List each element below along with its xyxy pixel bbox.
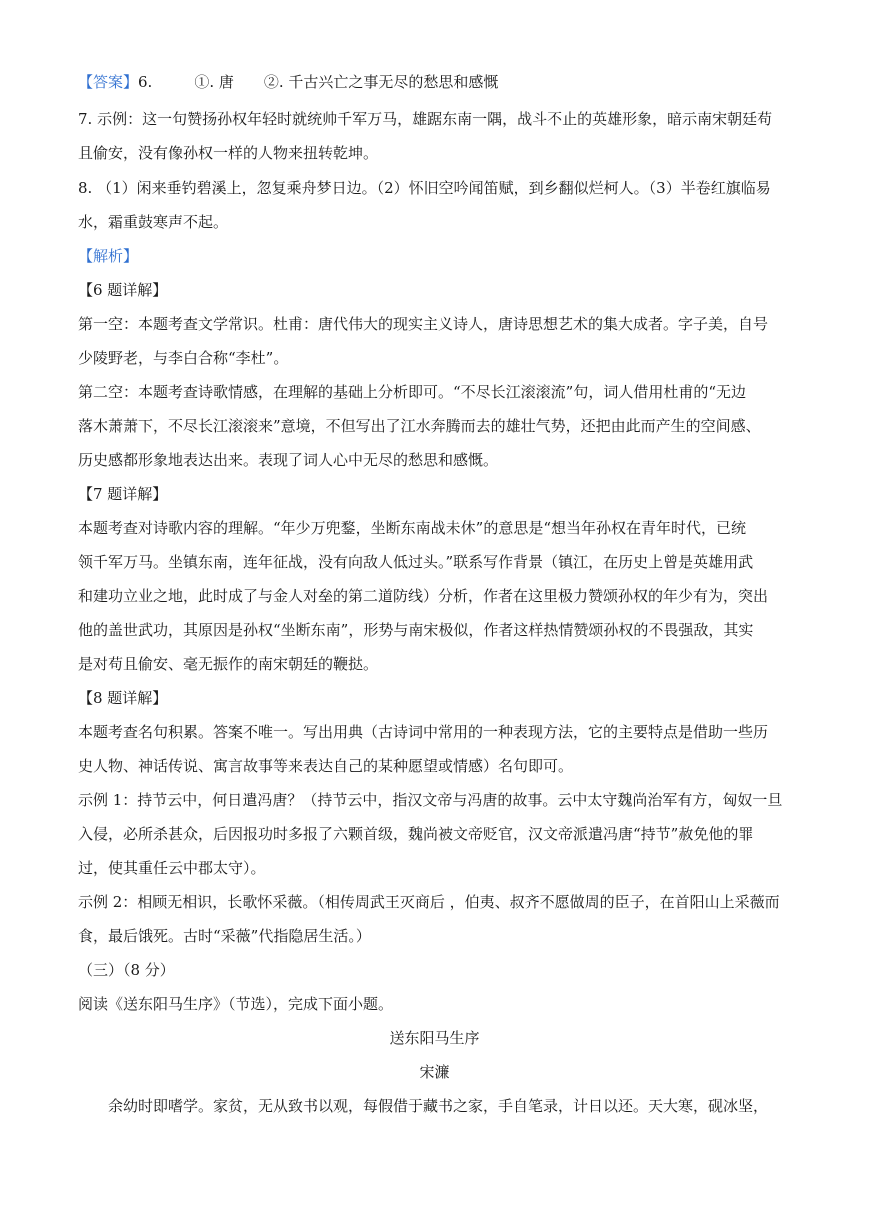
q7-detail-heading: 【7 题详解】 xyxy=(78,485,168,503)
q7-detail-line-4: 他的盖世武功，其原因是孙权“坐断东南”，形势与南宋极似，作者这样热情赞颂孙权的不畏强敌，其实 xyxy=(78,621,754,639)
q8-answer-line-1: 8. （1）闲来垂钓碧溪上，忽复乘舟梦日边。（2）怀旧空吟闻笛赋，到乡翻似烂柯人。（3）半卷红旗临易 xyxy=(78,179,771,197)
q6-number: 6. xyxy=(138,73,153,91)
q6-answer-a: ①. 唐 xyxy=(194,73,234,91)
q6-detail-line-1: 第一空：本题考查文学常识。杜甫：唐代伟大的现实主义诗人，唐诗思想艺术的集大成者。字子美，自号 xyxy=(78,315,769,333)
q6-detail-line-3: 第二空：本题考查诗歌情感，在理解的基础上分析即可。“不尽长江滚滚流”句，词人借用杜甫的“无边 xyxy=(78,383,747,401)
q8-detail-line-6: 示例 2：相顾无相识，长歌怀采薇。（相传周武王灭商后 ，伯夷、叔齐不愿做周的臣子，在首阳山上采薇而 xyxy=(78,893,780,911)
q8-detail-line-4: 入侵，必所杀甚众，后因报功时多报了六颗首级，魏尚被文帝贬官，汉文帝派遣冯唐“持节”赦免他的罪 xyxy=(78,825,754,843)
q8-detail-heading: 【8 题详解】 xyxy=(78,689,168,707)
q6-detail-line-5: 历史感都形象地表达出来。表现了词人心中无尽的愁思和感慨。 xyxy=(78,451,499,469)
analysis-tag: 【解析】 xyxy=(78,247,139,265)
q7-detail-line-5: 是对苟且偷安、毫无振作的南宋朝廷的鞭挞。 xyxy=(78,655,379,673)
answer-line xyxy=(78,72,793,92)
passage-first-line: 余幼时即嗜学。家贫，无从致书以观，每假借于藏书之家，手自笔录，计日以还。天大寒，砚冰坚， xyxy=(108,1097,769,1115)
q7-detail-line-3: 和建功立业之地，此时成了与金人对垒的第二道防线）分析，作者在这里极力赞颂孙权的年少有为，突出 xyxy=(78,587,769,605)
section-label: （三）（8 分） xyxy=(78,961,175,979)
q7-answer-line-2: 且偷安，没有像孙权一样的人物来扭转乾坤。 xyxy=(78,144,379,162)
q8-detail-line-1: 本题考查名句积累。答案不唯一。写出用典（古诗词中常用的一种表现方法，它的主要特点是借助一些历 xyxy=(78,723,769,741)
q8-detail-line-5: 过，使其重任云中郡太守）。 xyxy=(78,859,266,877)
q7-detail-line-1: 本题考查对诗歌内容的理解。“年少万兜鍪，坐断东南战未休”的意思是“想当年孙权在青年时代，已统 xyxy=(78,519,747,537)
q7-answer-line-1: 7. 示例：这一句赞扬孙权年轻时就统帅千军万马，雄踞东南一隅，战斗不止的英雄形象，暗示南宋朝廷苟 xyxy=(78,110,773,128)
q8-detail-line-3: 示例 1：持节云中，何日遣冯唐？（持节云中，指汉文帝与冯唐的故事。云中太守魏尚治军有方，匈奴一旦 xyxy=(78,791,783,809)
q8-detail-line-7: 食，最后饿死。古时“采薇”代指隐居生活。） xyxy=(78,927,371,945)
q6-detail-line-4: 落木萧萧下，不尽长江滚滚来”意境，不但写出了江水奔腾而去的雄壮气势，还把由此而产生的空间感、 xyxy=(78,417,761,435)
q8-detail-line-2: 史人物、神话传说、寓言故事等来表达自己的某种愿望或情感）名句即可。 xyxy=(78,757,574,775)
passage-title: 送东阳马生序 xyxy=(389,1029,480,1047)
q6-detail-line-2: 少陵野老，与李白合称“李杜”。 xyxy=(78,349,289,367)
q6-detail-heading: 【6 题详解】 xyxy=(78,281,168,299)
section-instruction: 阅读《送东阳马生序》（节选），完成下面小题。 xyxy=(78,995,394,1013)
passage-author: 宋濂 xyxy=(419,1063,450,1081)
q8-answer-line-2: 水，霜重鼓寒声不起。 xyxy=(78,213,229,231)
answer-tag: 【答案】 xyxy=(78,73,139,91)
q6-answer-b: ②. 千古兴亡之事无尽的愁思和感慨 xyxy=(263,73,499,91)
q7-detail-line-2: 领千军万马。坐镇东南，连年征战，没有向敌人低过头。”联系写作背景（镇江，在历史上曾是英雄用武 xyxy=(78,553,754,571)
